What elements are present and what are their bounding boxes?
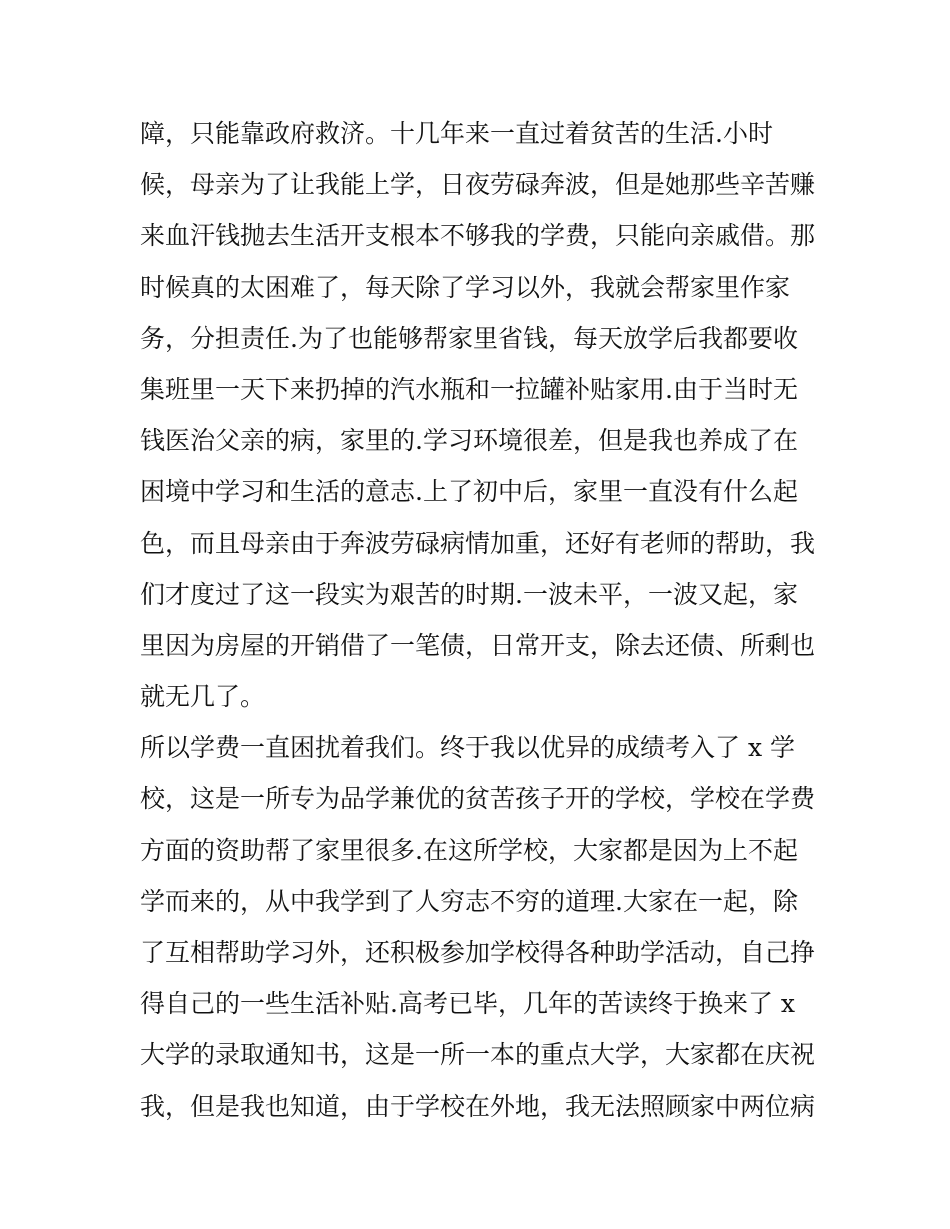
text-line-17: 了互相帮助学习外，还积极参加学校得各种助学活动，自己挣: [140, 938, 816, 967]
text-line-13: 所以学费一直困扰着我们。终于我以优异的成绩考入了 x 学: [140, 733, 795, 763]
text-line-11: 里因为房屋的开销借了一笔债，日常开支，除去还债、所剩也: [140, 630, 816, 660]
text-line-12: 就无几了。: [140, 682, 266, 712]
text-line-10: 们才度过了这一段实为艰苦的时期.一波未平，一波又起，家: [140, 579, 798, 609]
text-line-15: 方面的资助帮了家里很多.在这所学校，大家都是因为上不起: [140, 835, 798, 865]
text-line-8: 困境中学习和生活的意志.上了初中后，家里一直没有什么起: [140, 477, 798, 507]
text-line-4: 时候真的太困难了，每天除了学习以外，我就会帮家里作家: [140, 272, 791, 302]
text-line-20: 我，但是我也知道，由于学校在外地，我无法照顾家中两位病: [140, 1091, 816, 1121]
text-line-3: 来血汗钱抛去生活开支根本不够我的学费，只能向亲戚借。那: [140, 221, 816, 251]
text-line-2: 候，母亲为了让我能上学，日夜劳碌奔波，但是她那些辛苦赚: [140, 170, 816, 200]
text-line-16: 学而来的，从中我学到了人穷志不穷的道理.大家在一起，除: [140, 886, 798, 916]
text-line-18: 得自己的一些生活补贴.高考已毕，几年的苦读终于换来了 x: [140, 989, 795, 1019]
text-line-7: 钱医治父亲的病，家里的.学习环境很差，但是我也养成了在: [140, 426, 798, 456]
text-line-6: 集班里一天下来扔掉的汽水瓶和一拉罐补贴家用.由于当时无: [140, 374, 798, 404]
body-text: [140, 108, 820, 1132]
text-line-14: 校，这是一所专为品学兼优的贫苦孩子开的学校，学校在学费: [140, 784, 816, 814]
text-line-5: 务，分担责任.为了也能够帮家里省钱，每天放学后我都要收: [140, 323, 798, 353]
text-line-1: 障，只能靠政府救济。十几年来一直过着贫苦的生活.小时: [140, 119, 773, 148]
text-line-19: 大学的录取通知书，这是一所一本的重点大学，大家都在庆祝: [140, 1040, 816, 1070]
text-line-9: 色，而且母亲由于奔波劳碌病情加重，还好有老师的帮助，我: [140, 528, 816, 558]
